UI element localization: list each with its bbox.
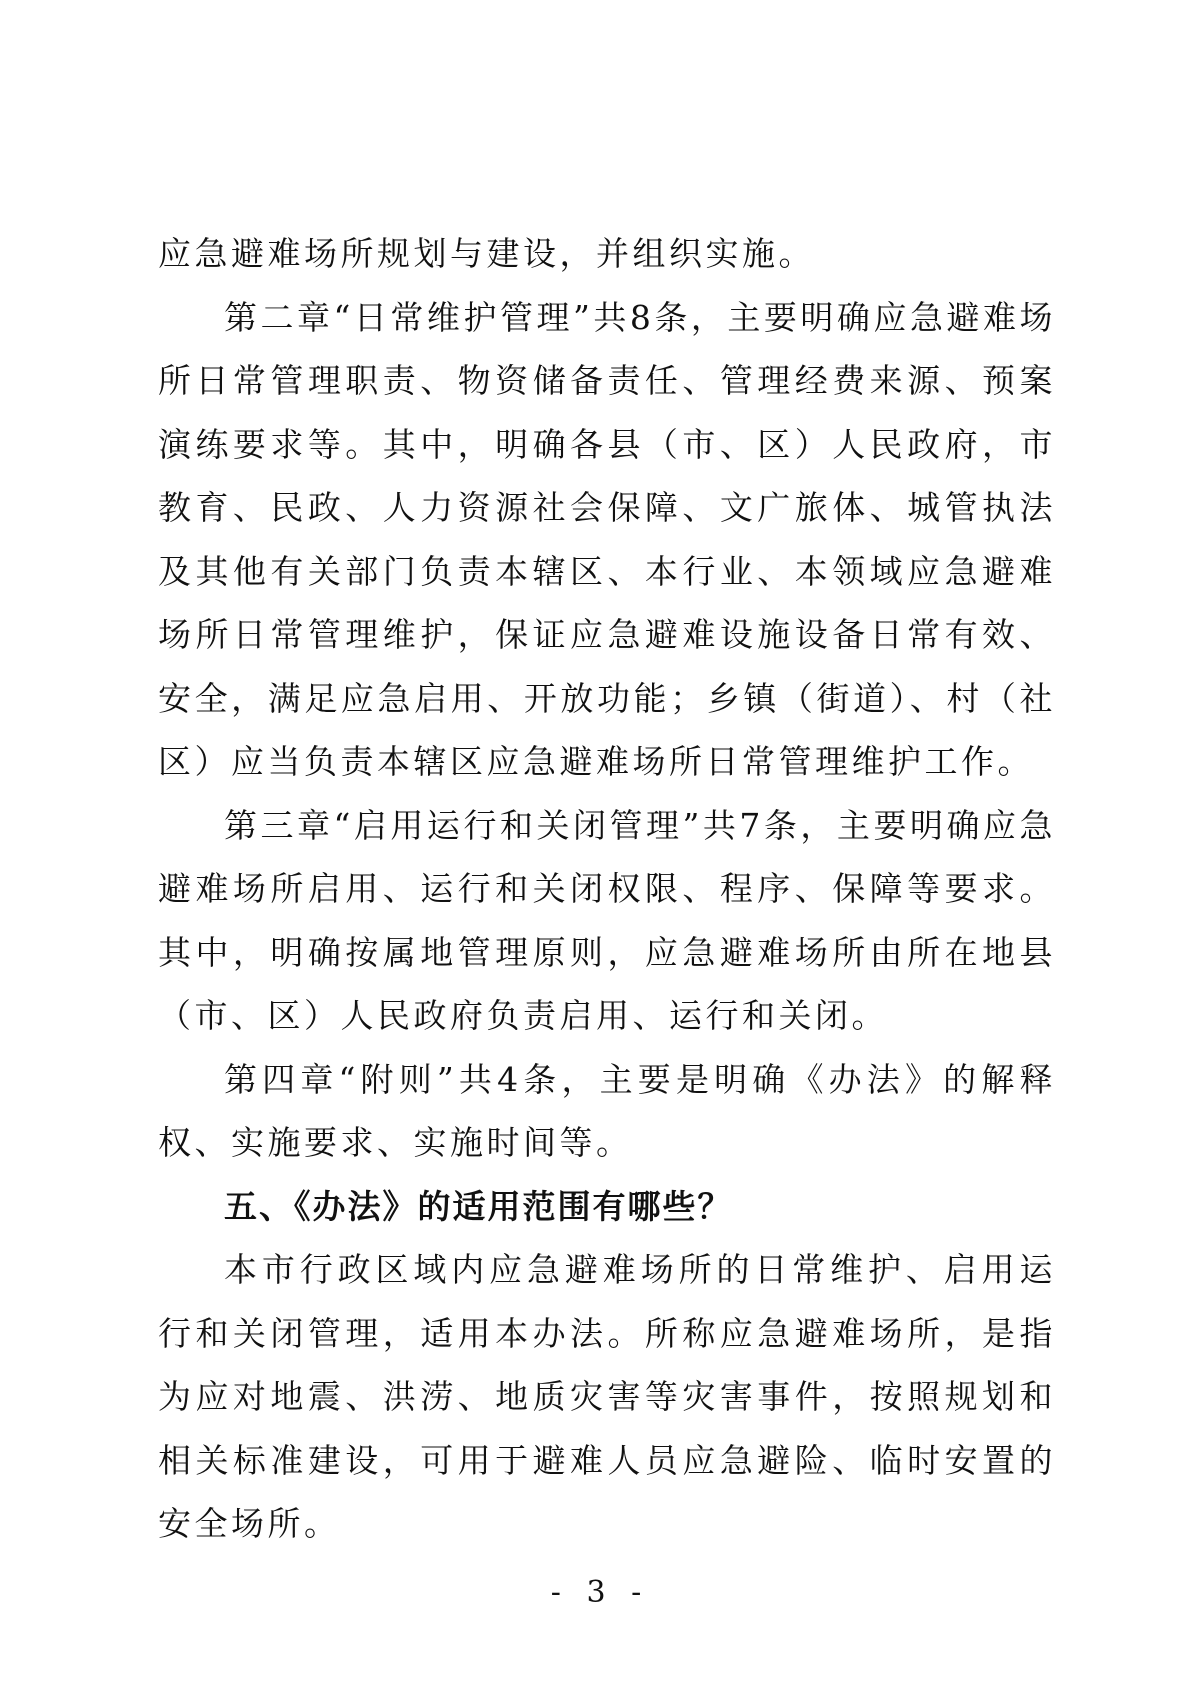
paragraph-scope: 本市行政区域内应急避难场所的日常维护、启用运行和关闭管理，适用本办法。所称应急避难场所，是指为应对地震、洪涝、地质灾害等灾害事件，按照规划和相关标准建设，可用于避难人员应急避险、临时安置的安全场所。 — [158, 1250, 1056, 1543]
document-body — [158, 222, 1056, 1556]
paragraph-chapter-four: 第四章“附则”共4条，主要是明确《办法》的解释权、实施要求、实施时间等。 — [158, 1059, 1056, 1162]
paragraph-chapter-three: 第三章“启用运行和关闭管理”共7条，主要明确应急避难场所启用、运行和关闭权限、程序、保障等要求。其中，明确按属地管理原则，应急避难场所由所在地县（市、区）人民政府负责启用、运行和关闭。 — [158, 805, 1056, 1035]
section-heading: 五、《办法》的适用范围有哪些？ — [224, 1186, 733, 1226]
page-number: - 3 - — [550, 1575, 650, 1610]
paragraph-continuation: 应急避难场所规划与建设，并组织实施。 — [158, 234, 815, 273]
paragraph-chapter-two: 第二章“日常维护管理”共8条，主要明确应急避难场所日常管理职责、物资储备责任、管理经费来源、预案演练要求等。其中，明确各县（市、区）人民政府，市教育、民政、人力资源社会保障、文广旅体、城管执法及其他有关部门负责本辖区、本行业、本领域应急避难场所日常管理维护，保证应急避难设施设备日常有效、安全，满足应急启用、开放功能；乡镇（街道）、村（社区）应当负责本辖区应急避难场所日常管理维护工作。 — [158, 297, 1056, 781]
